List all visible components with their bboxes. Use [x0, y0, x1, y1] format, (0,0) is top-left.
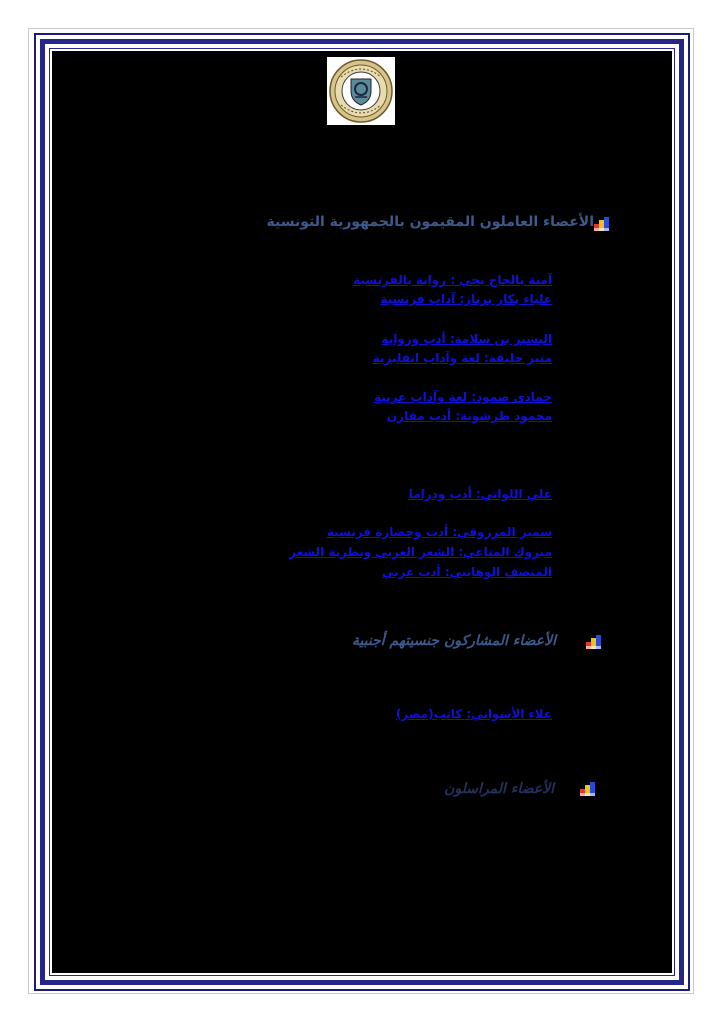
- member-link[interactable]: المنصف الوهايبي: أدب عربي: [381, 565, 552, 579]
- heading-correspondents: الأعضاء المراسلون: [444, 781, 554, 797]
- page-content-area: [52, 51, 672, 973]
- stacked-blocks-icon: [586, 634, 602, 648]
- member-link[interactable]: آمنة بالحاج يحي : رواية بالفرنسية: [353, 273, 552, 287]
- academy-seal-logo: [327, 57, 395, 125]
- heading-foreign-participants: الأعضاء المشاركون جنسيتهم أجنبية: [351, 633, 556, 649]
- member-link[interactable]: محمود طرشونة: أدب مقارن: [386, 409, 552, 423]
- member-link[interactable]: منير خليفة: لغة وآداب انقليزية: [372, 351, 552, 365]
- member-link[interactable]: سمير المرزوقي: أدب وحضارة فرنسية: [326, 525, 552, 539]
- member-link[interactable]: مبروك المناعي: الشعر العربي ونظرية الشعر: [289, 545, 552, 559]
- member-link[interactable]: حمادي صمود: لغة وآداب عربية: [374, 390, 552, 404]
- member-link[interactable]: علاء الأسواني: كاتب(مصر): [395, 707, 552, 721]
- stacked-blocks-icon: [580, 781, 596, 795]
- member-link[interactable]: البشير بن سلامة: أدب ورواية: [381, 332, 552, 346]
- heading-tunisia-residents: الأعضاء العاملون المقيمون بالجمهورية التونسية: [266, 214, 594, 230]
- stacked-blocks-icon: [594, 216, 610, 230]
- member-link[interactable]: علياء بكار بزناز: آداب فرنسية: [380, 292, 552, 306]
- member-link[interactable]: علي اللواتي: أدب ودراما: [408, 487, 552, 501]
